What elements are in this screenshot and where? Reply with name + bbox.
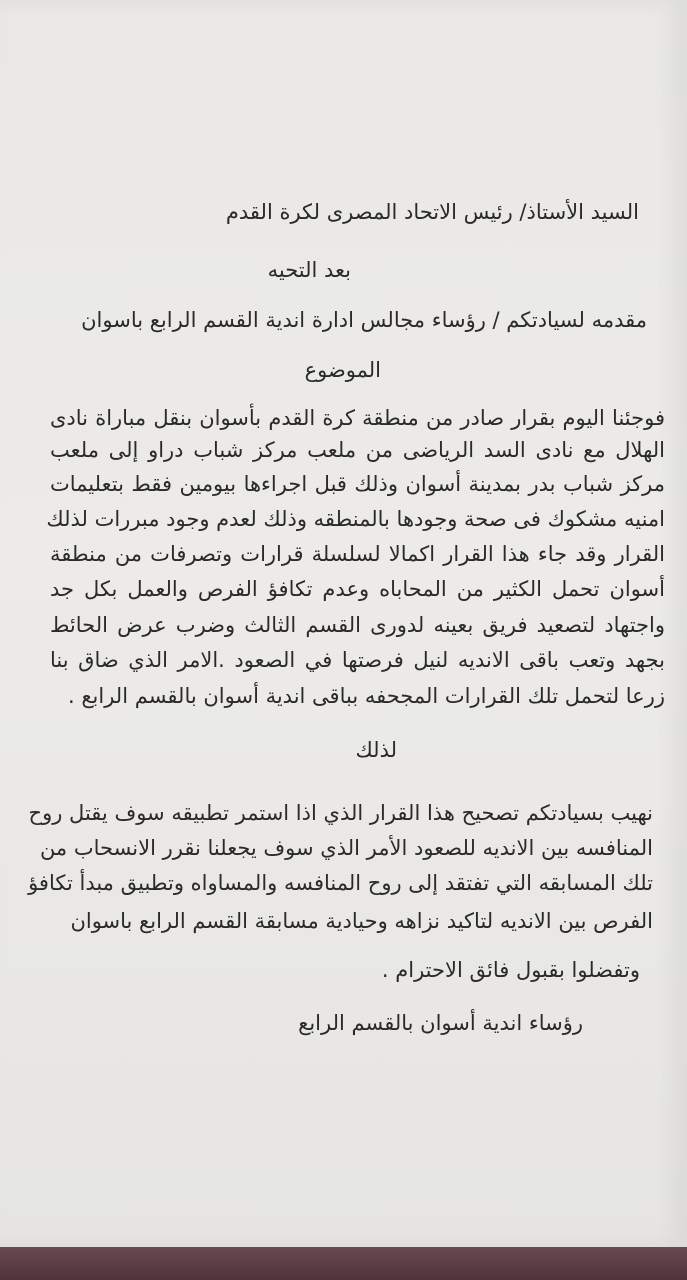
paragraph-2-line: نهيب بسيادتكم تصحيح هذا القرار الذي اذا استمر تطبيقه سوف يقتل روح <box>28 801 653 825</box>
greeting-line: بعد التحيه <box>267 258 351 282</box>
closing-line: وتفضلوا بقبول فائق الاحترام . <box>381 958 640 982</box>
background-surface <box>0 1247 687 1280</box>
paragraph-2-line: الفرص بين الانديه لتاكيد نزاهه وحيادية مسابقة القسم الرابع باسوان <box>70 909 653 933</box>
addressee-line: السيد الأستاذ/ رئيس الاتحاد المصرى لكرة القدم <box>225 200 639 224</box>
paragraph-1-line: بجهد وتعب باقى الانديه لنيل فرصتها في الصعود .الامر الذي ضاق بنا <box>50 648 665 672</box>
signature-line: رؤساء اندية أسوان بالقسم الرابع <box>298 1011 583 1035</box>
sender-line: مقدمه لسيادتكم / رؤساء مجالس ادارة اندية القسم الرابع باسوان <box>81 308 647 332</box>
paragraph-1-line: امنيه مشكوك فى صحة وجودها بالمنطقه وذلك لعدم وجود مبررات لذلك <box>46 507 665 531</box>
paragraph-1-line: واجتهاد لتصعيد فريق بعينه لدورى القسم الثالث وضرب عرض الحائط <box>50 613 665 637</box>
paragraph-1-line: أسوان تحمل الكثير من المحاباه وعدم تكافؤ الفرص والعمل بكل جد <box>50 577 665 601</box>
paragraph-1-line: زرعا لتحمل تلك القرارات المجحفه بباقى اندية أسوان بالقسم الرابع . <box>68 684 665 708</box>
paragraph-2-line: تلك المسابقه التي تفتقد إلى روح المنافسه والمساواه وتطبيق مبدأ تكافؤ <box>28 871 653 895</box>
subject-heading: الموضوع <box>304 358 381 382</box>
paragraph-1-line: الهلال مع نادى السد الرياضى من ملعب مركز شباب دراو إلى ملعب <box>50 438 665 462</box>
paragraph-1-line: القرار وقد جاء هذا القرار اكمالا لسلسلة قرارات وتصرفات من منطقة <box>50 542 665 566</box>
paragraph-1-line: مركز شباب بدر بمدينة أسوان وذلك قبل اجراءها بيومين فقط بتعليمات <box>50 472 665 496</box>
paragraph-2-line: المنافسه بين الانديه للصعود الأمر الذي سوف يجعلنا نقرر الانسحاب من <box>39 836 653 860</box>
paragraph-1-line: فوجئنا اليوم بقرار صادر من منطقة كرة القدم بأسوان بنقل مباراة نادى <box>50 406 665 430</box>
therefore-heading: لذلك <box>355 738 397 762</box>
